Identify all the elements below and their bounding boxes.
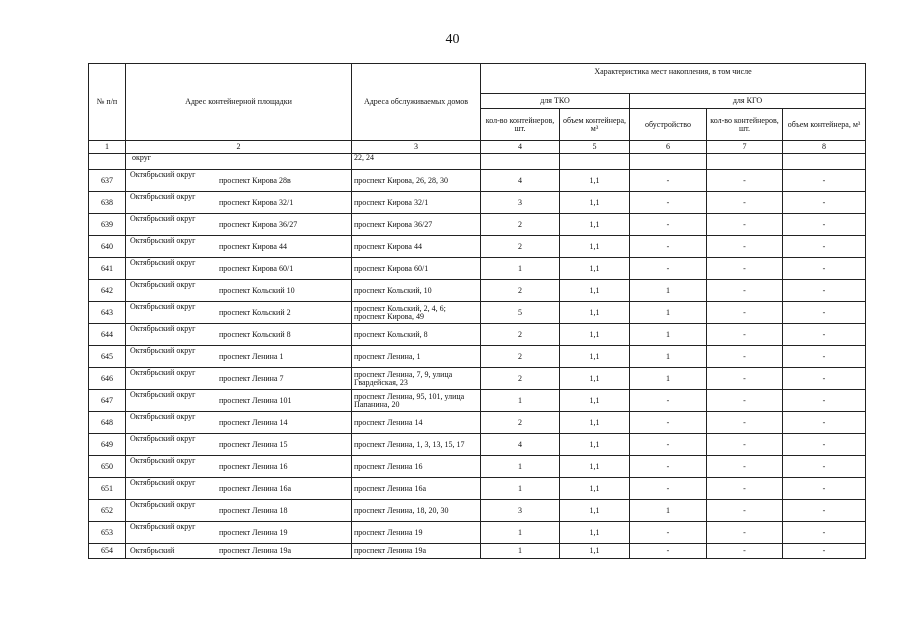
container-sites-table xyxy=(88,63,866,559)
tko-count: 5 xyxy=(481,302,560,324)
kgo-count: - xyxy=(707,280,783,302)
tko-volume: 1,1 xyxy=(560,390,630,412)
column-number: 4 xyxy=(481,141,560,154)
tko-count: 1 xyxy=(481,258,560,280)
table-row xyxy=(89,236,866,258)
kgo-volume: - xyxy=(783,412,866,434)
district-name: Октябрьский xyxy=(130,546,175,555)
district-name: Октябрьский округ xyxy=(130,434,196,443)
kgo-volume: - xyxy=(783,280,866,302)
column-number: 2 xyxy=(126,141,352,154)
site-address: проспект Ленина 7 xyxy=(219,374,284,383)
tko-volume: 1,1 xyxy=(560,258,630,280)
table-row xyxy=(89,500,866,522)
site-address-cell xyxy=(126,368,352,390)
site-address: проспект Кирова 36/27 xyxy=(219,220,298,229)
kgo-count: - xyxy=(707,302,783,324)
tko-count: 2 xyxy=(481,324,560,346)
kgo-setup: 1 xyxy=(630,368,707,390)
table-row xyxy=(89,280,866,302)
district-name: Октябрьский округ xyxy=(130,324,196,333)
served-addresses: проспект Ленина, 1, 3, 13, 15, 17 xyxy=(352,434,481,456)
tko-volume: 1,1 xyxy=(560,456,630,478)
row-number: 641 xyxy=(89,258,126,280)
kgo-volume: - xyxy=(783,192,866,214)
table-row xyxy=(89,544,866,559)
kgo-setup: - xyxy=(630,544,707,559)
row-number: 639 xyxy=(89,214,126,236)
site-address-cell xyxy=(126,390,352,412)
header-served: Адреса обслуживаемых домов xyxy=(352,64,481,141)
table-row xyxy=(89,368,866,390)
tko-volume: 1,1 xyxy=(560,412,630,434)
served-addresses: проспект Ленина 16а xyxy=(352,478,481,500)
header-characteristics: Характеристика мест накопления, в том числе xyxy=(481,64,866,94)
kgo-volume: - xyxy=(783,324,866,346)
table-row xyxy=(89,346,866,368)
kgo-setup: - xyxy=(630,478,707,500)
tko-volume: 1,1 xyxy=(560,170,630,192)
kgo-setup: - xyxy=(630,214,707,236)
row-number: 637 xyxy=(89,170,126,192)
row-number: 642 xyxy=(89,280,126,302)
table-row xyxy=(89,258,866,280)
tko-volume: 1,1 xyxy=(560,302,630,324)
kgo-setup: - xyxy=(630,236,707,258)
site-address: проспект Ленина 19 xyxy=(219,528,288,537)
header-tko: для ТКО xyxy=(481,94,630,109)
site-address-cell xyxy=(126,346,352,368)
site-address: проспект Ленина 16 xyxy=(219,462,288,471)
kgo-count: - xyxy=(707,170,783,192)
tko-volume: 1,1 xyxy=(560,478,630,500)
kgo-setup: 1 xyxy=(630,500,707,522)
site-address-cell xyxy=(126,544,352,559)
served-addresses: проспект Ленина 14 xyxy=(352,412,481,434)
kgo-volume: - xyxy=(783,368,866,390)
district-name: Октябрьский округ xyxy=(130,412,196,421)
site-address-cell xyxy=(126,302,352,324)
header-kgo: для КГО xyxy=(630,94,866,109)
column-number: 7 xyxy=(707,141,783,154)
row-number: 640 xyxy=(89,236,126,258)
district-name: Октябрьский округ xyxy=(130,258,196,267)
row-number: 645 xyxy=(89,346,126,368)
tko-count: 1 xyxy=(481,456,560,478)
tko-count: 4 xyxy=(481,434,560,456)
tko-volume: 1,1 xyxy=(560,368,630,390)
kgo-setup: 1 xyxy=(630,324,707,346)
district-name: Октябрьский округ xyxy=(130,500,196,509)
district-name: Октябрьский округ xyxy=(130,302,196,311)
header-num: № п/п xyxy=(89,64,126,141)
district-name: Октябрьский округ xyxy=(130,214,196,223)
site-address: проспект Кирова 28в xyxy=(219,176,291,185)
row-number: 649 xyxy=(89,434,126,456)
district-name: Октябрьский округ xyxy=(130,280,196,289)
kgo-volume: - xyxy=(783,456,866,478)
row-number: 638 xyxy=(89,192,126,214)
kgo-volume: - xyxy=(783,390,866,412)
site-address-cell xyxy=(126,192,352,214)
tko-count: 2 xyxy=(481,236,560,258)
tko-count: 2 xyxy=(481,368,560,390)
table-row xyxy=(89,434,866,456)
site-address: проспект Ленина 18 xyxy=(219,506,288,515)
tko-count: 1 xyxy=(481,390,560,412)
kgo-count: - xyxy=(707,412,783,434)
site-address-cell xyxy=(126,236,352,258)
header-kgo-count: кол-во контейнеров, шт. xyxy=(707,109,783,141)
table-row xyxy=(89,456,866,478)
site-address-cell xyxy=(126,478,352,500)
table-row xyxy=(89,390,866,412)
served-addresses: проспект Кирова, 26, 28, 30 xyxy=(352,170,481,192)
page-number: 40 xyxy=(445,32,460,47)
served-addresses: проспект Кольский, 10 xyxy=(352,280,481,302)
kgo-setup: - xyxy=(630,522,707,544)
tko-volume: 1,1 xyxy=(560,500,630,522)
served-addresses: проспект Ленина, 1 xyxy=(352,346,481,368)
served-addresses: проспект Кирова 32/1 xyxy=(352,192,481,214)
tko-count: 3 xyxy=(481,192,560,214)
table-row xyxy=(89,192,866,214)
kgo-setup: - xyxy=(630,456,707,478)
row-number: 648 xyxy=(89,412,126,434)
tko-count: 2 xyxy=(481,214,560,236)
site-address-cell xyxy=(126,412,352,434)
kgo-count: - xyxy=(707,236,783,258)
tko-count: 1 xyxy=(481,478,560,500)
site-address-cell xyxy=(126,434,352,456)
row-number: 646 xyxy=(89,368,126,390)
site-address: проспект Ленина 16а xyxy=(219,484,292,493)
column-number-row xyxy=(89,141,866,154)
site-address: проспект Ленина 101 xyxy=(219,396,292,405)
tko-volume: 1,1 xyxy=(560,434,630,456)
kgo-setup: - xyxy=(630,170,707,192)
kgo-volume: - xyxy=(783,258,866,280)
row-number: 654 xyxy=(89,544,126,559)
continuation-district: округ xyxy=(126,154,352,170)
tko-volume: 1,1 xyxy=(560,324,630,346)
tko-count: 2 xyxy=(481,280,560,302)
site-address: проспект Ленина 19а xyxy=(219,546,292,555)
kgo-volume: - xyxy=(783,544,866,559)
table-row xyxy=(89,522,866,544)
district-name: Октябрьский округ xyxy=(130,170,196,179)
site-address-cell xyxy=(126,214,352,236)
kgo-volume: - xyxy=(783,214,866,236)
district-name: Октябрьский округ xyxy=(130,390,196,399)
column-number: 5 xyxy=(560,141,630,154)
row-number: 652 xyxy=(89,500,126,522)
tko-volume: 1,1 xyxy=(560,522,630,544)
served-addresses: проспект Ленина, 95, 101, улица Папанина, 20 xyxy=(352,390,481,412)
site-address: проспект Ленина 14 xyxy=(219,418,288,427)
kgo-volume: - xyxy=(783,302,866,324)
site-address: проспект Ленина 1 xyxy=(219,352,284,361)
kgo-count: - xyxy=(707,478,783,500)
tko-count: 1 xyxy=(481,544,560,559)
kgo-setup: - xyxy=(630,412,707,434)
kgo-count: - xyxy=(707,456,783,478)
district-name: Октябрьский округ xyxy=(130,192,196,201)
kgo-setup: 1 xyxy=(630,280,707,302)
header-kgo-volume: объем контейнера, м³ xyxy=(783,109,866,141)
kgo-count: - xyxy=(707,522,783,544)
district-name: Октябрьский округ xyxy=(130,346,196,355)
kgo-volume: - xyxy=(783,522,866,544)
tko-volume: 1,1 xyxy=(560,346,630,368)
table-row xyxy=(89,478,866,500)
kgo-count: - xyxy=(707,500,783,522)
site-address: проспект Кольский 10 xyxy=(219,286,295,295)
row-number: 650 xyxy=(89,456,126,478)
served-addresses: проспект Ленина 16 xyxy=(352,456,481,478)
tko-volume: 1,1 xyxy=(560,236,630,258)
kgo-setup: - xyxy=(630,258,707,280)
header-address: Адрес контейнерной площадки xyxy=(126,64,352,141)
kgo-volume: - xyxy=(783,478,866,500)
kgo-volume: - xyxy=(783,500,866,522)
served-addresses: проспект Кольский, 8 xyxy=(352,324,481,346)
header-kgo-setup: обустройство xyxy=(630,109,707,141)
kgo-count: - xyxy=(707,434,783,456)
site-address: проспект Кольский 8 xyxy=(219,330,291,339)
row-number: 651 xyxy=(89,478,126,500)
row-number: 644 xyxy=(89,324,126,346)
tko-volume: 1,1 xyxy=(560,214,630,236)
served-addresses: проспект Ленина 19 xyxy=(352,522,481,544)
kgo-setup: - xyxy=(630,434,707,456)
table-row xyxy=(89,214,866,236)
served-addresses: проспект Кирова 60/1 xyxy=(352,258,481,280)
kgo-volume: - xyxy=(783,346,866,368)
site-address-cell xyxy=(126,258,352,280)
tko-count: 2 xyxy=(481,346,560,368)
column-number: 3 xyxy=(352,141,481,154)
kgo-volume: - xyxy=(783,434,866,456)
site-address-cell xyxy=(126,522,352,544)
served-addresses: проспект Ленина, 7, 9, улица Гвардейская, 23 xyxy=(352,368,481,390)
kgo-count: - xyxy=(707,544,783,559)
district-name: Октябрьский округ xyxy=(130,478,196,487)
kgo-setup: 1 xyxy=(630,346,707,368)
site-address-cell xyxy=(126,280,352,302)
district-name: Октябрьский округ xyxy=(130,368,196,377)
row-number: 653 xyxy=(89,522,126,544)
tko-count: 4 xyxy=(481,170,560,192)
tko-volume: 1,1 xyxy=(560,544,630,559)
header-tko-count: кол-во контейнеров, шт. xyxy=(481,109,560,141)
served-addresses: проспект Кирова 44 xyxy=(352,236,481,258)
site-address: проспект Кирова 60/1 xyxy=(219,264,294,273)
site-address: проспект Кирова 32/1 xyxy=(219,198,294,207)
site-address-cell xyxy=(126,456,352,478)
tko-volume: 1,1 xyxy=(560,192,630,214)
continuation-row xyxy=(89,154,866,170)
served-addresses: проспект Ленина, 18, 20, 30 xyxy=(352,500,481,522)
tko-count: 1 xyxy=(481,522,560,544)
kgo-setup: 1 xyxy=(630,302,707,324)
kgo-count: - xyxy=(707,214,783,236)
district-name: Октябрьский округ xyxy=(130,456,196,465)
site-address-cell xyxy=(126,170,352,192)
tko-count: 3 xyxy=(481,500,560,522)
table-row xyxy=(89,324,866,346)
header-tko-volume: объем контейнера, м³ xyxy=(560,109,630,141)
table-row xyxy=(89,412,866,434)
kgo-count: - xyxy=(707,368,783,390)
tko-count: 2 xyxy=(481,412,560,434)
site-address: проспект Ленина 15 xyxy=(219,440,288,449)
kgo-count: - xyxy=(707,258,783,280)
kgo-count: - xyxy=(707,324,783,346)
site-address: проспект Кольский 2 xyxy=(219,308,291,317)
site-address-cell xyxy=(126,500,352,522)
row-number: 643 xyxy=(89,302,126,324)
site-address: проспект Кирова 44 xyxy=(219,242,287,251)
district-name: Октябрьский округ xyxy=(130,236,196,245)
site-address-cell xyxy=(126,324,352,346)
kgo-setup: - xyxy=(630,390,707,412)
table-row xyxy=(89,302,866,324)
kgo-setup: - xyxy=(630,192,707,214)
district-name: Октябрьский округ xyxy=(130,522,196,531)
kgo-count: - xyxy=(707,390,783,412)
served-addresses: проспект Ленина 19а xyxy=(352,544,481,559)
served-addresses: проспект Кольский, 2, 4, 6; проспект Кирова, 49 xyxy=(352,302,481,324)
kgo-volume: - xyxy=(783,236,866,258)
column-number: 8 xyxy=(783,141,866,154)
served-addresses: проспект Кирова 36/27 xyxy=(352,214,481,236)
continuation-served: 22, 24 xyxy=(352,154,481,170)
kgo-count: - xyxy=(707,192,783,214)
tko-volume: 1,1 xyxy=(560,280,630,302)
kgo-count: - xyxy=(707,346,783,368)
kgo-volume: - xyxy=(783,170,866,192)
table-row xyxy=(89,170,866,192)
column-number: 1 xyxy=(89,141,126,154)
column-number: 6 xyxy=(630,141,707,154)
row-number: 647 xyxy=(89,390,126,412)
